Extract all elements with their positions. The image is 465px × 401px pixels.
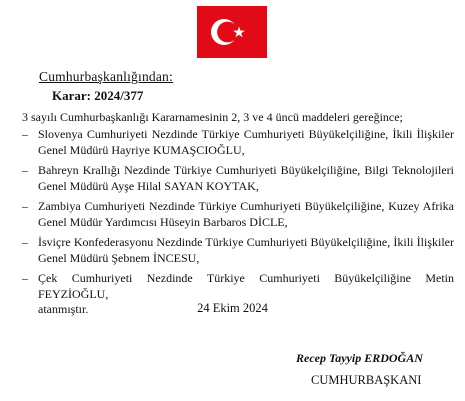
flag-crescent-inner	[217, 22, 238, 43]
decision-number: Karar: 2024/377	[52, 88, 144, 103]
list-item	[22, 199, 454, 230]
list-item-line2: Genel Müdürü Hayriye KUMAŞCIOĞLU,	[38, 142, 245, 157]
appointment-list	[22, 127, 454, 323]
list-item-line2: Genel Müdür Yardımcısı Hüseyin Barbaros DİCLE,	[38, 214, 288, 229]
list-item	[22, 127, 454, 158]
list-dash: –	[22, 199, 28, 213]
document-date: 24 Ekim 2024	[197, 301, 268, 315]
list-item	[22, 235, 454, 266]
list-dash: –	[22, 163, 28, 177]
list-dash: –	[22, 235, 28, 249]
list-item-line2: Genel Müdürü Şebnem İNCESU,	[38, 250, 200, 265]
list-item-line2: Genel Müdürü Ayşe Hilal SAYAN KOYTAK,	[38, 178, 259, 193]
turkish-flag-icon	[197, 6, 267, 58]
list-item-line1: Çek Cumhuriyeti Nezdinde Türkiye Cumhuriyeti Büyükelçiliğine Metin FEYZİOĞLU,	[38, 271, 454, 301]
issuer-heading: Cumhurbaşkanlığından:	[39, 69, 173, 84]
list-item-line1: Zambiya Cumhuriyeti Nezdinde Türkiye Cumhuriyeti Büyükelçiliğine, Kuzey Afrika	[38, 199, 454, 213]
signer-name: Recep Tayyip ERDOĞAN	[296, 351, 423, 365]
list-dash: –	[22, 271, 28, 285]
list-dash: –	[22, 127, 28, 141]
list-item-line1: İsviçre Konfederasyonu Nezdinde Türkiye Cumhuriyeti Büyükelçiliğine, İkili İlişkiler	[38, 235, 454, 249]
list-item-line2: atanmıştır.	[38, 302, 89, 316]
intro-text: 3 sayılı Cumhurbaşkanlığı Kararnamesinin 2, 3 ve 4 üncü maddeleri gereğince;	[22, 110, 403, 124]
signer-title: CUMHURBAŞKANI	[311, 373, 422, 387]
list-item	[22, 163, 454, 194]
list-item-line1: Bahreyn Krallığı Nezdinde Türkiye Cumhuriyeti Büyükelçiliğine, Bilgi Teknolojileri	[38, 163, 454, 177]
list-item-line1: Slovenya Cumhuriyeti Nezdinde Türkiye Cumhuriyeti Büyükelçiliğine, İkili İlişkiler	[38, 127, 454, 141]
